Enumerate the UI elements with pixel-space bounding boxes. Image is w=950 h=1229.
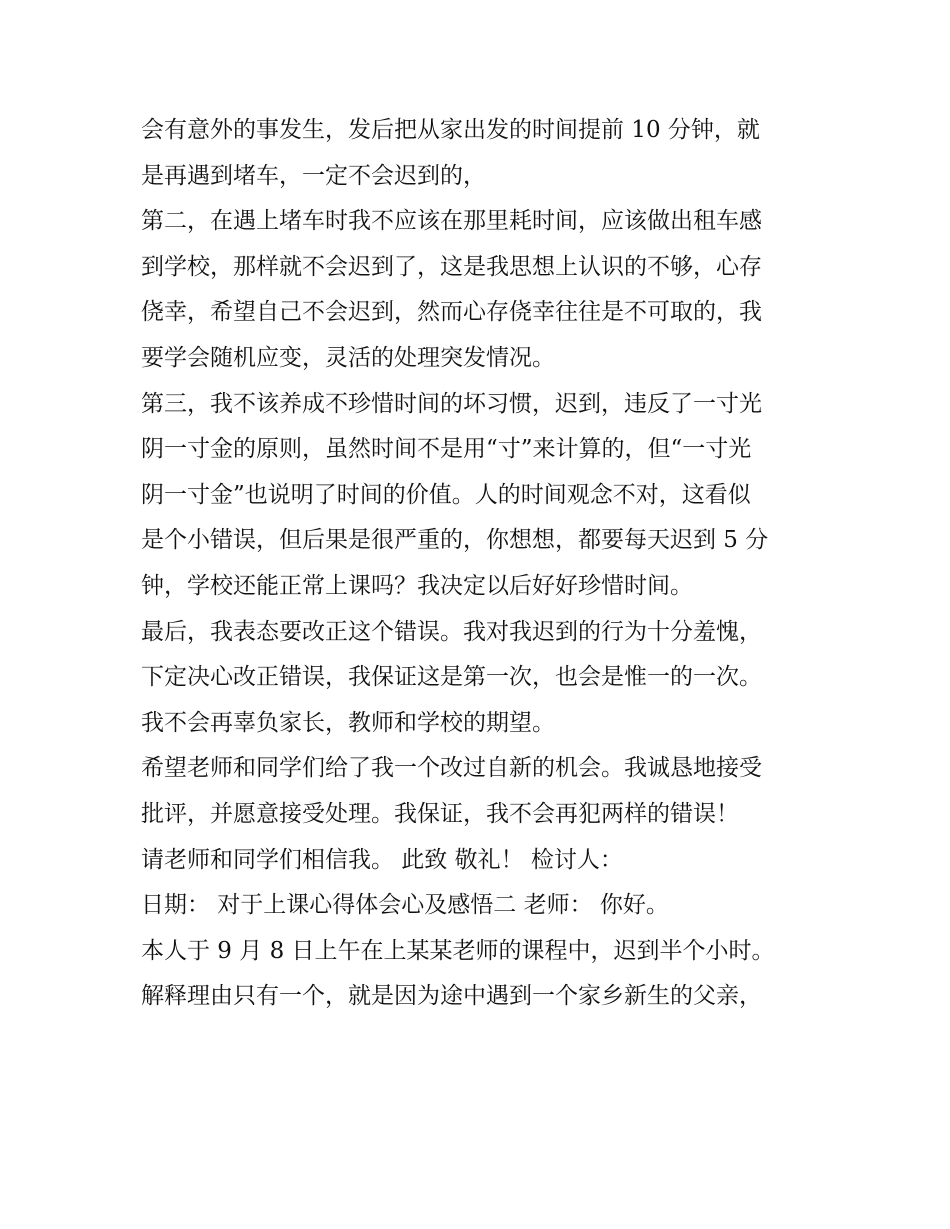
- document-body: [141, 108, 821, 1020]
- text-line: 日期： 对于上课心得体会心及感悟二 老师： 你好。: [141, 892, 669, 919]
- text-line: 请老师和同学们相信我。 此致 敬礼！ 检讨人：: [141, 846, 623, 873]
- text-line: 阴一寸金”也说明了时间的价值。人的时间观念不对，这看似: [141, 481, 751, 508]
- text-line: 第三，我不该养成不珍惜时间的坏习惯，迟到，违反了一寸光: [141, 390, 762, 417]
- text-line: 会有意外的事发生，发后把从家出发的时间提前 10 分钟，就: [141, 117, 760, 143]
- text-line: 本人于 9 月 8 日上午在上某某老师的课程中，迟到半个小时。: [141, 937, 775, 964]
- text-line: 批评，并愿意接受处理。我保证，我不会再犯两样的错误！: [141, 800, 739, 827]
- text-line: 第二，在遇上堵车时我不应该在那里耗时间，应该做出租车感: [141, 208, 762, 235]
- text-line: 是个小错误，但后果是很严重的，你想想，都要每天迟到 5 分: [141, 527, 769, 554]
- text-line: 侥幸，希望自己不会迟到，然而心存侥幸往往是不可取的，我: [141, 299, 762, 326]
- text-line: 最后，我表态要改正这个错误。我对我迟到的行为十分羞愧，: [141, 618, 762, 645]
- text-line: 解释理由只有一个，就是因为途中遇到一个家乡新生的父亲，: [141, 983, 762, 1010]
- text-line: 希望老师和同学们给了我一个改过自新的机会。我诚恳地接受: [141, 755, 762, 782]
- text-line: 要学会随机应变，灵活的处理突发情况。: [141, 344, 555, 371]
- text-line: 钟，学校还能正常上课吗？我决定以后好好珍惜时间。: [141, 572, 693, 599]
- text-line: 到学校，那样就不会迟到了，这是我思想上认识的不够，心存: [141, 253, 762, 280]
- text-line: 下定决心改正错误，我保证这是第一次，也会是惟一的一次。: [141, 664, 762, 691]
- text-line: 是再遇到堵车，一定不会迟到的，: [141, 162, 486, 189]
- text-line: 我不会再辜负家长，教师和学校的期望。: [141, 709, 555, 736]
- text-line: 阴一寸金的原则，虽然时间不是用“寸”来计算的，但“一寸光: [141, 436, 752, 463]
